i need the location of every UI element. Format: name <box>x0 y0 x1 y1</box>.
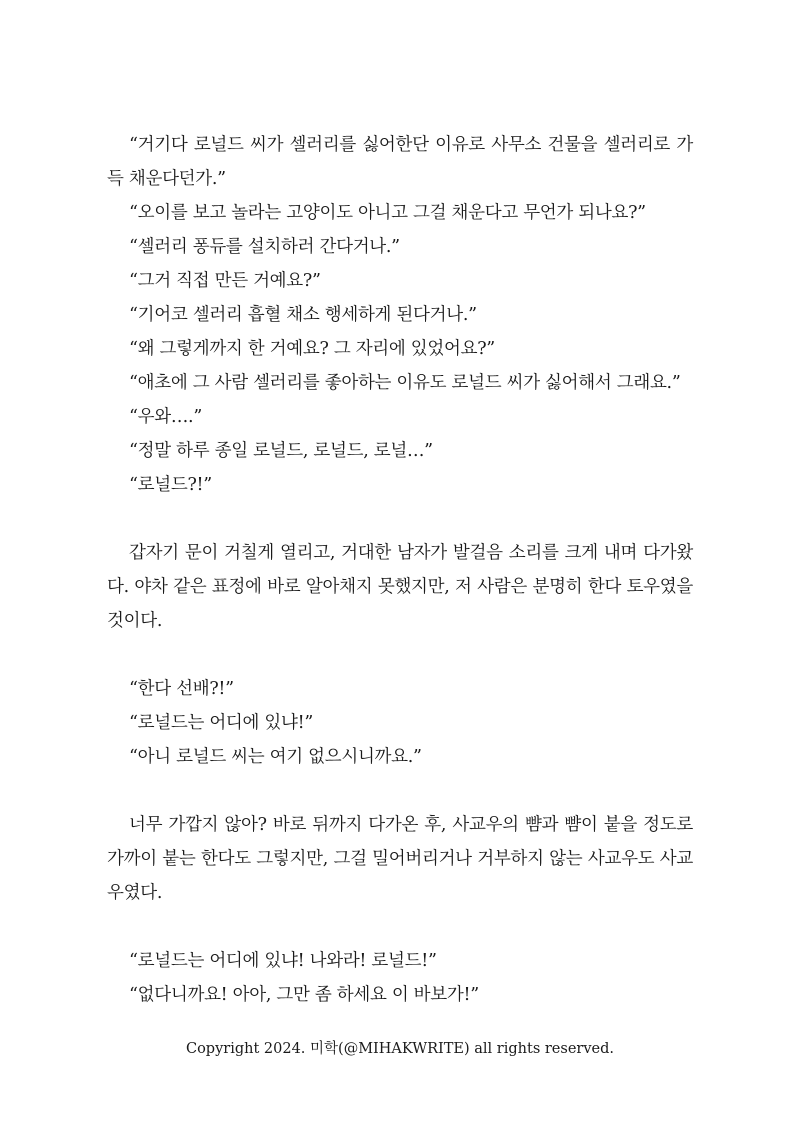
dialogue-line: “로널드는 어디에 있냐!” <box>129 713 313 733</box>
paragraph-break <box>107 910 693 944</box>
dialogue-line: “없다니까요! 아아, 그만 좀 하세요 이 바보가!” <box>129 985 479 1005</box>
narration-paragraph: 너무 가깝지 않아? 바로 뒤까지 다가온 후, 사교우의 뺨과 뺨이 붙을 정도로 가까이 붙는 한다도 그렇지만, 그걸 밀어버리거나 거부하지 않는 사교우도 사교우였다. <box>107 815 693 903</box>
dialogue-line: “거기다 로널드 씨가 셀러리를 싫어한단 이유로 사무소 건물을 셀러리로 가득 채운다던가.” <box>107 135 693 189</box>
dialogue-line: “기어코 셀러리 흡혈 채소 행세하게 된다거나.” <box>129 305 477 325</box>
dialogue-line: “우와….” <box>129 407 202 427</box>
copyright-notice: Copyright 2024. 미학(@MIHAKWRITE) all rights reserved. <box>185 1041 615 1057</box>
dialogue-line: “그거 직접 만든 거예요?” <box>129 271 321 291</box>
paragraph-break <box>107 638 693 672</box>
dialogue-line: “정말 하루 종일 로널드, 로널드, 로널…” <box>129 441 433 461</box>
narration-paragraph: 갑자기 문이 거칠게 열리고, 거대한 남자가 발걸음 소리를 크게 내며 다가왔다. 야차 같은 표정에 바로 알아채지 못했지만, 저 사람은 분명히 한다 토우였을 것이다. <box>107 543 693 631</box>
dialogue-line: “왜 그렇게까지 한 거예요? 그 자리에 있었어요?” <box>129 339 495 359</box>
dialogue-line: “로널드?!” <box>129 475 212 495</box>
dialogue-line: “오이를 보고 놀라는 고양이도 아니고 그걸 채운다고 무언가 되나요?” <box>129 203 646 223</box>
paragraph-break <box>107 774 693 808</box>
dialogue-line: “한다 선배?!” <box>129 679 234 699</box>
dialogue-line: “로널드는 어디에 있냐! 나와라! 로널드!” <box>129 951 437 971</box>
dialogue-line: “셀러리 퐁듀를 설치하러 간다거나.” <box>129 237 400 257</box>
paragraph-break <box>107 502 693 536</box>
dialogue-line: “애초에 그 사람 셀러리를 좋아하는 이유도 로널드 씨가 싫어해서 그래요.” <box>129 373 681 393</box>
story-body <box>107 128 693 1012</box>
dialogue-line: “아니 로널드 씨는 여기 없으시니까요.” <box>129 747 422 767</box>
